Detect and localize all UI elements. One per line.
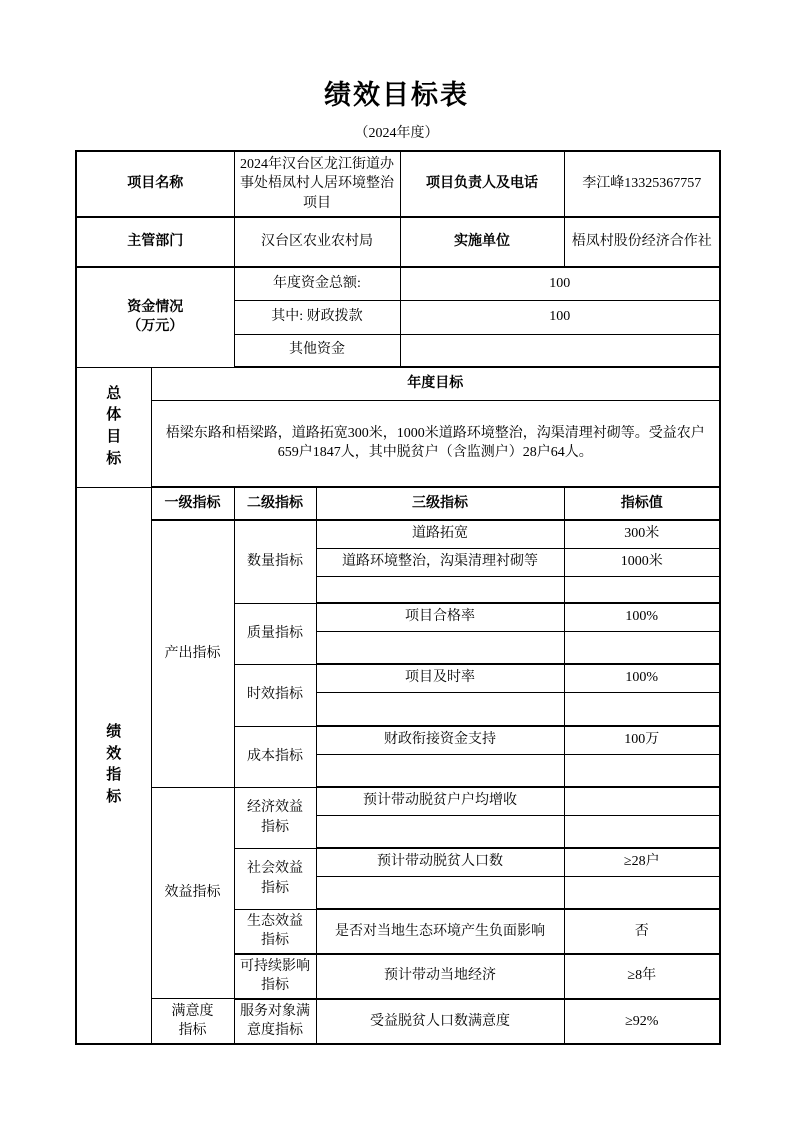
- value-cell: ≥28户: [564, 848, 720, 876]
- value-cell: [564, 787, 720, 815]
- performance-target-table: [75, 150, 721, 1045]
- metric-cell: [316, 631, 564, 664]
- funding-label: [76, 267, 234, 367]
- level2-indicator-cell: 服务对象满意度指标: [234, 999, 316, 1044]
- funding-fiscal-label: 其中: 财政拨款: [234, 300, 400, 334]
- metric-cell: 受益脱贫人口数满意度: [316, 999, 564, 1044]
- value-cell: 100%: [564, 603, 720, 631]
- impl-value: 梧凤村股份经济合作社: [564, 217, 720, 267]
- metric-cell: 预计带动脱贫人口数: [316, 848, 564, 876]
- value-cell: 1000米: [564, 548, 720, 576]
- value-cell: [564, 815, 720, 848]
- value-cell: [564, 692, 720, 726]
- metric-cell: [316, 876, 564, 909]
- manager-value: 李江峰13325367757: [564, 151, 720, 217]
- value-cell: ≥92%: [564, 999, 720, 1044]
- metric-cell: [316, 815, 564, 848]
- annual-goal-header: 年度目标: [151, 367, 720, 400]
- level2-indicator-cell: 社会效益指标: [234, 848, 316, 909]
- level2-indicator-cell: 可持续影响指标: [234, 954, 316, 999]
- funding-total-value: 100: [400, 267, 720, 300]
- value-cell: 100%: [564, 664, 720, 692]
- page-title: 绩效目标表: [324, 80, 469, 110]
- metric-cell: [316, 754, 564, 787]
- level1-indicator-cell: 产出指标: [151, 520, 234, 787]
- funding-other-value: [400, 334, 720, 367]
- project-name-value: 2024年汉台区龙江街道办事处梧凤村人居环境整治项目: [234, 151, 400, 217]
- project-name-label: 项目名称: [76, 151, 234, 217]
- metric-cell: 项目及时率: [316, 664, 564, 692]
- level2-indicator-cell: 数量指标: [234, 520, 316, 603]
- level2-indicator-cell: 质量指标: [234, 603, 316, 664]
- level2-indicator-cell: 经济效益指标: [234, 787, 316, 848]
- level2-indicator-cell: 生态效益指标: [234, 909, 316, 954]
- metric-cell: 预计带动脱贫户户均增收: [316, 787, 564, 815]
- page-subtitle: （2024年度）: [354, 126, 439, 141]
- funding-label-line2: （万元）: [127, 319, 184, 335]
- value-cell: ≥8年: [564, 954, 720, 999]
- value-cell: 100万: [564, 726, 720, 754]
- overall-goal-side-label: 总体目标: [76, 367, 151, 487]
- performance-side-label: 绩效指标: [76, 487, 151, 1044]
- level2-indicator-cell: 成本指标: [234, 726, 316, 787]
- metric-cell: 项目合格率: [316, 603, 564, 631]
- annual-goal-text: 梧梁东路和梧梁路，道路拓宽300米，1000米道路环境整治，沟渠清理衬砌等。受益农户659户1847人，其中脱贫户（含监测户）28户64人。: [151, 400, 720, 487]
- level1-indicator-cell: 满意度指标: [151, 999, 234, 1044]
- metric-cell: 财政衔接资金支持: [316, 726, 564, 754]
- value-cell: [564, 576, 720, 603]
- header-value: 指标值: [564, 487, 720, 520]
- header-level1: 一级指标: [151, 487, 234, 520]
- dept-label: 主管部门: [76, 217, 234, 267]
- metric-cell: 是否对当地生态环境产生负面影响: [316, 909, 564, 954]
- funding-total-label: 年度资金总额:: [234, 267, 400, 300]
- value-cell: 否: [564, 909, 720, 954]
- metric-cell: 预计带动当地经济: [316, 954, 564, 999]
- metric-cell: [316, 692, 564, 726]
- metric-cell: [316, 576, 564, 603]
- value-cell: 300米: [564, 520, 720, 548]
- level2-indicator-cell: 时效指标: [234, 664, 316, 726]
- value-cell: [564, 754, 720, 787]
- metric-cell: 道路拓宽: [316, 520, 564, 548]
- manager-label: 项目负责人及电话: [400, 151, 564, 217]
- impl-label: 实施单位: [400, 217, 564, 267]
- dept-value: 汉台区农业农村局: [234, 217, 400, 267]
- header-level3: 三级指标: [316, 487, 564, 520]
- value-cell: [564, 876, 720, 909]
- funding-label-line1: 资金情况: [127, 299, 184, 315]
- funding-other-label: 其他资金: [234, 334, 400, 367]
- metric-cell: 道路环境整治，沟渠清理衬砌等: [316, 548, 564, 576]
- funding-fiscal-value: 100: [400, 300, 720, 334]
- header-level2: 二级指标: [234, 487, 316, 520]
- value-cell: [564, 631, 720, 664]
- level1-indicator-cell: 效益指标: [151, 787, 234, 999]
